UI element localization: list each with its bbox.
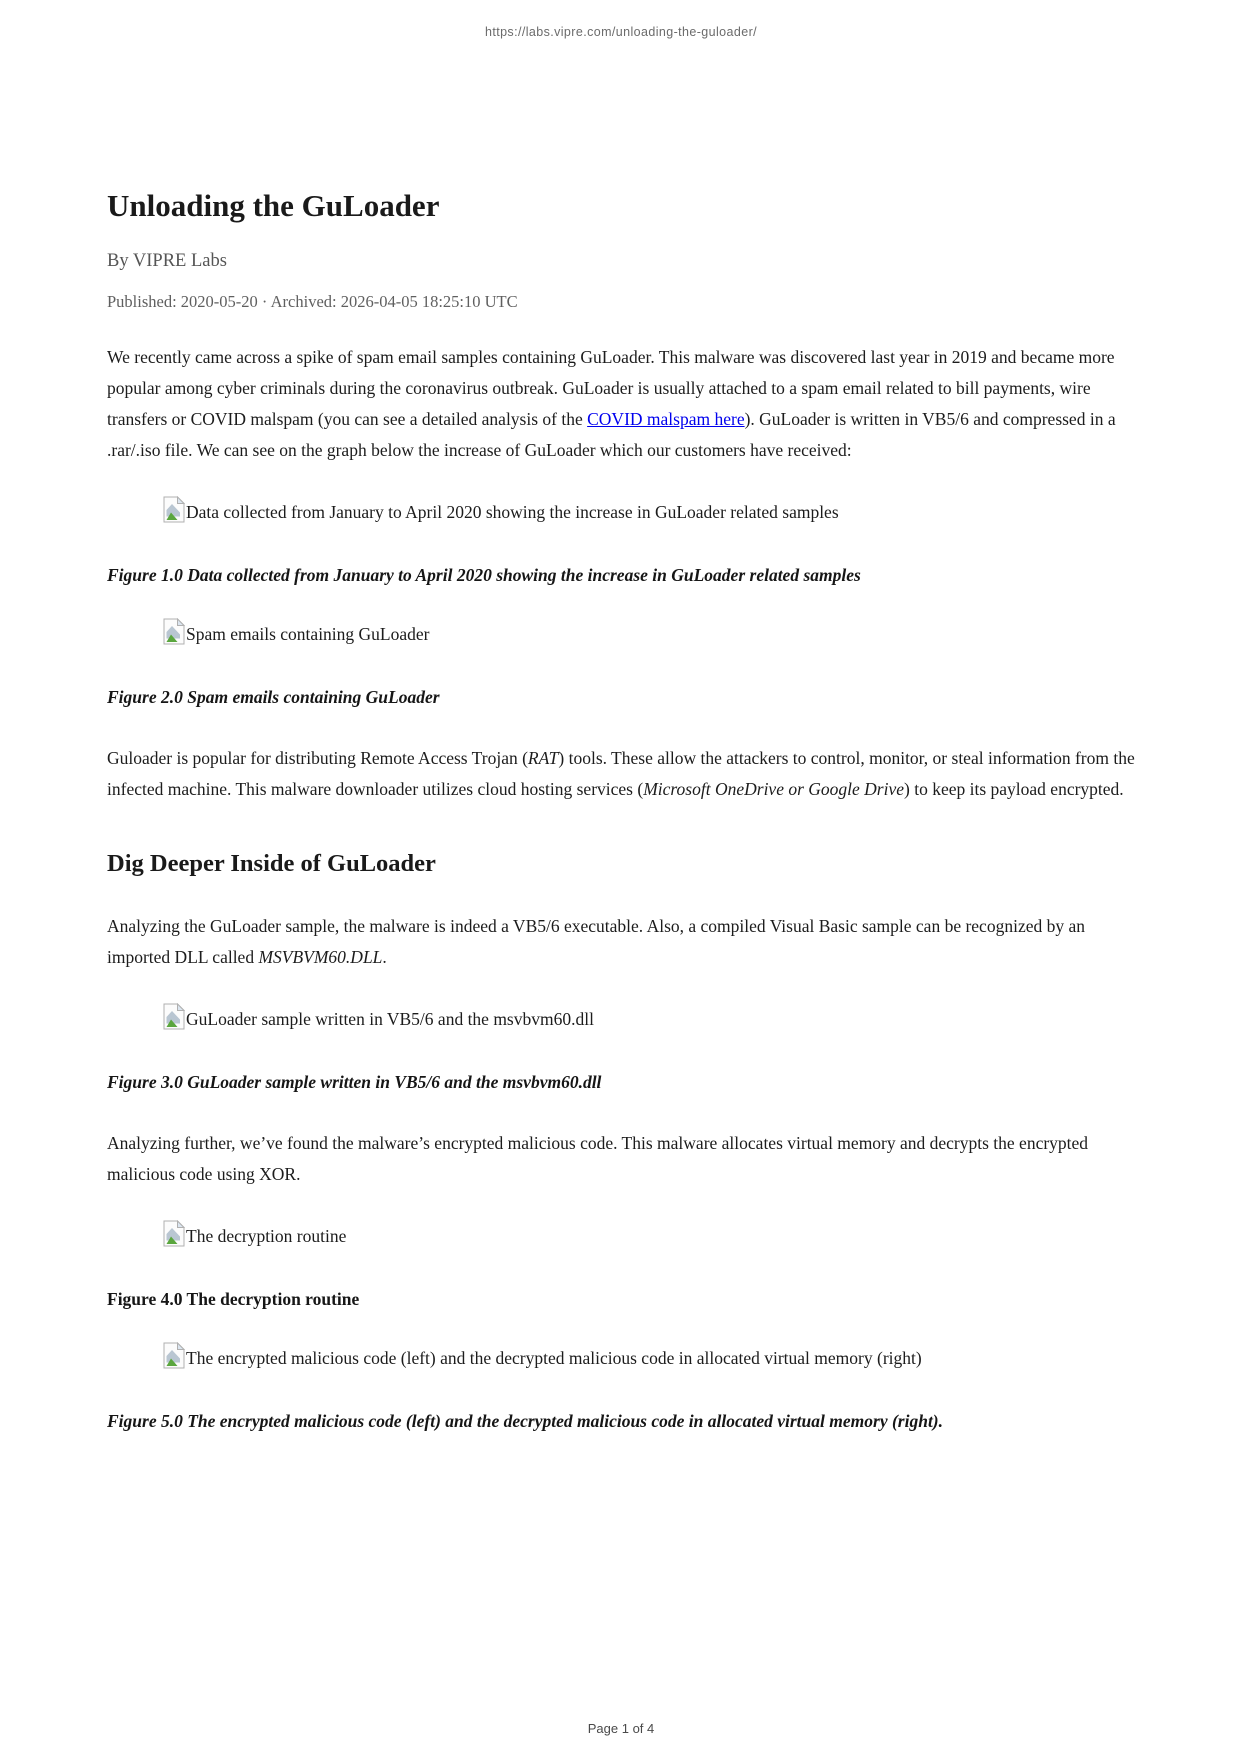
figure-5-missing-image <box>163 1342 933 1379</box>
rat-text: ) tools. These allow the attackers to control, monitor, or steal information from the infected machine. This malware downloader utilizes cloud hosting services ( <box>107 748 1135 799</box>
analysis-paragraph <box>107 911 1135 973</box>
cloud-services-emphasis: Microsoft OneDrive or Google Drive <box>643 779 905 799</box>
intro-paragraph <box>107 342 1135 466</box>
figure-alt-text: Spam emails containing GuLoader <box>186 624 430 644</box>
figure-1-missing-image <box>163 496 933 533</box>
covid-malspam-link[interactable]: COVID malspam here <box>587 409 745 429</box>
figure-4-caption: Figure 4.0 The decryption routine <box>107 1289 360 1309</box>
figure-alt-text: The decryption routine <box>186 1226 347 1246</box>
intro-text-before-link: We recently came across a spike of spam email samples containing GuLoader. This malware was discovered last year in 2019 and became more popular among cyber criminals during the coronavirus outbreak. GuLoader is usually attached to a spam email related to bill payments, wire transfers or COVID malspam (you can see a detailed analysis of the <box>107 347 1115 429</box>
figure-2-missing-image <box>163 618 933 655</box>
figure-2-caption: Figure 2.0 Spam emails containing GuLoader <box>107 687 440 707</box>
broken-image-icon <box>163 496 185 533</box>
broken-image-icon <box>163 618 185 655</box>
broken-image-icon <box>163 1003 185 1040</box>
publish-meta: Published: 2020-05-20 · Archived: 2026-04-05 18:25:10 UTC <box>107 292 518 311</box>
figure-alt-text: GuLoader sample written in VB5/6 and the msvbvm60.dll <box>186 1009 594 1029</box>
figure-3-caption: Figure 3.0 GuLoader sample written in VB5/6 and the msvbvm60.dll <box>107 1072 602 1092</box>
figure-4-missing-image <box>163 1220 933 1257</box>
archive-url: https://labs.vipre.com/unloading-the-guloader/ <box>484 25 758 39</box>
broken-image-icon <box>163 1220 185 1257</box>
analysis-text: . <box>382 947 387 967</box>
analysis-text: Analyzing the GuLoader sample, the malware is indeed a VB5/6 executable. Also, a compiled Visual Basic sample can be recognized by an imported DLL called <box>107 916 1085 967</box>
figure-alt-text: The encrypted malicious code (left) and the decrypted malicious code in allocated virtual memory (right) <box>186 1348 922 1368</box>
section-heading-dig-deeper: Dig Deeper Inside of GuLoader <box>107 850 436 877</box>
rat-text: ) to keep its payload encrypted. <box>904 779 1124 799</box>
rat-emphasis: RAT <box>527 748 559 768</box>
figure-1-caption: Figure 1.0 Data collected from January to April 2020 showing the increase in GuLoader related samples <box>107 565 861 585</box>
figure-5-caption: Figure 5.0 The encrypted malicious code (left) and the decrypted malicious code in allocated virtual memory (right). <box>107 1411 944 1431</box>
dll-name-emphasis: MSVBVM60.DLL <box>258 947 383 967</box>
page-title: Unloading the GuLoader <box>107 188 440 223</box>
rat-text: Guloader is popular for distributing Remote Access Trojan ( <box>107 748 528 768</box>
rat-paragraph <box>107 743 1135 805</box>
article-content <box>107 187 1135 1437</box>
page-indicator: Page 1 of 4 <box>587 1721 655 1736</box>
broken-image-icon <box>163 1342 185 1379</box>
xor-paragraph: Analyzing further, we’ve found the malware’s encrypted malicious code. This malware allocates virtual memory and decrypts the encrypted malicious code using XOR. <box>107 1133 1089 1184</box>
intro-text-after-link: ). GuLoader is written in VB5/6 and compressed in a .rar/.iso file. We can see on the graph below the increase of GuLoader which our customers have received: <box>107 409 1116 460</box>
byline: By VIPRE Labs <box>107 251 227 271</box>
figure-alt-text: Data collected from January to April 2020 showing the increase in GuLoader related samples <box>186 502 839 522</box>
figure-3-missing-image <box>163 1003 933 1040</box>
